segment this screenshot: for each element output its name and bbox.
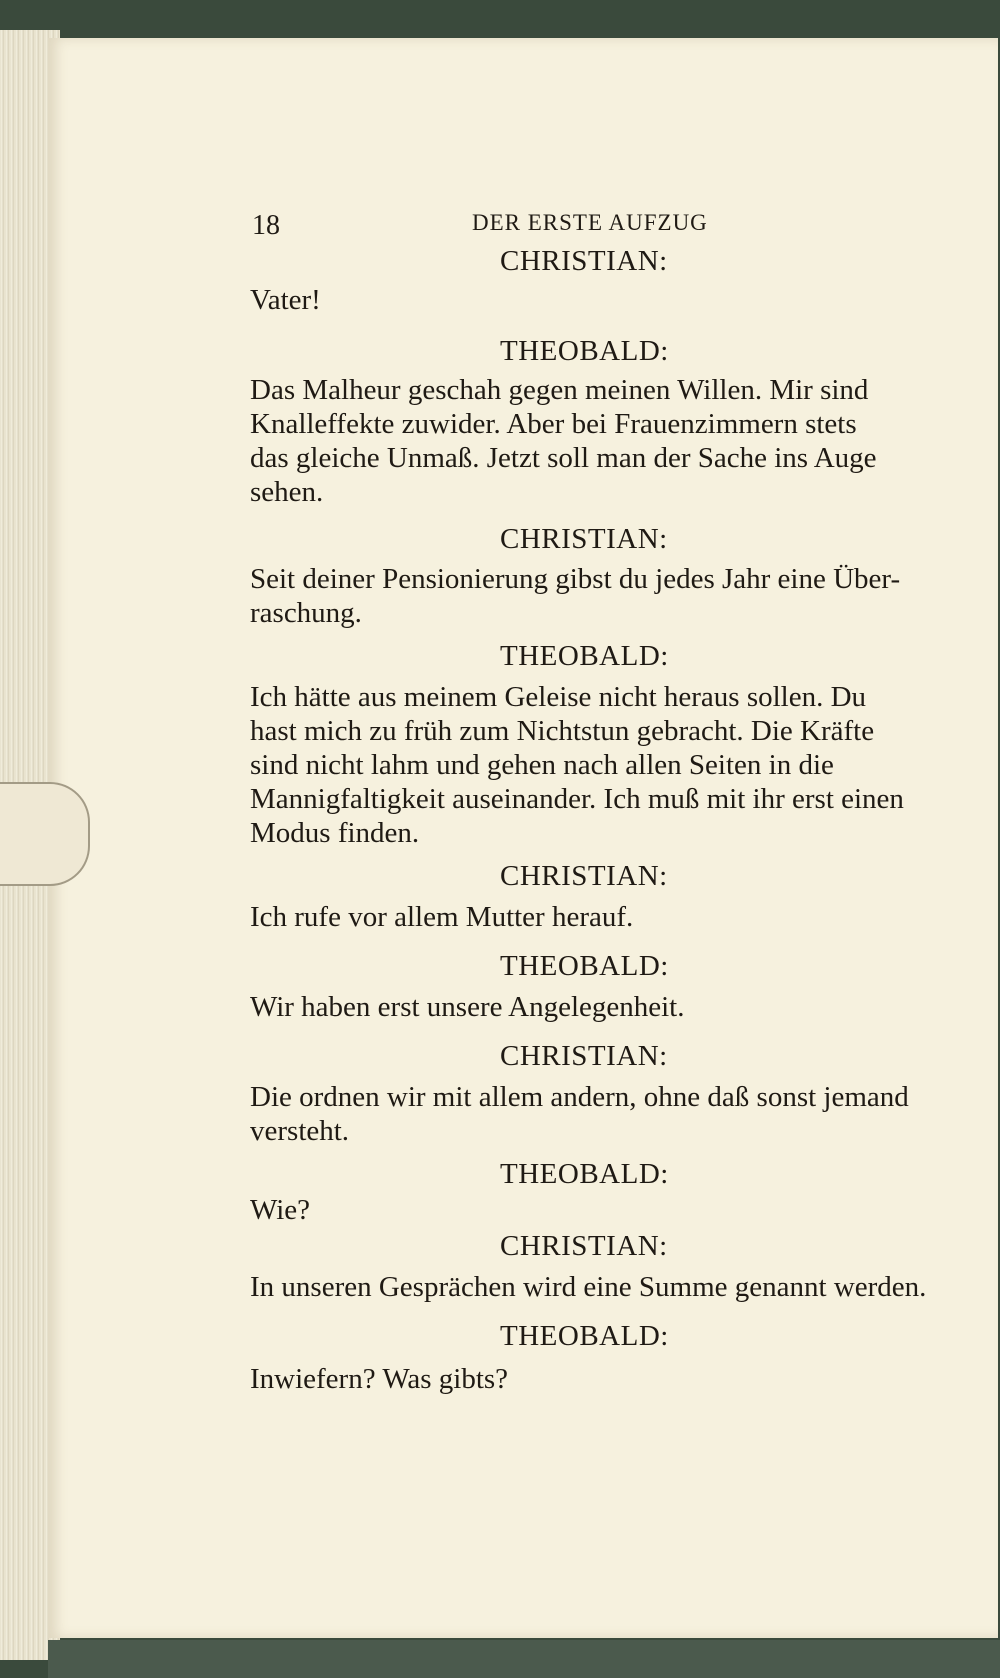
speech-line: Seit deiner Pensionierung gibst du jedes Jahr eine Über-: [250, 563, 901, 595]
speaker-label: THEOBALD:: [500, 335, 669, 367]
speech-line: sind nicht lahm und gehen nach allen Seiten in die: [250, 749, 834, 781]
speech: [250, 990, 935, 1024]
speech: [250, 1270, 935, 1304]
speech: [250, 1362, 935, 1396]
page-number: 18: [252, 210, 280, 241]
speech: [250, 562, 935, 630]
speech-line: Die ordnen wir mit allem andern, ohne daß sonst jemand: [250, 1081, 909, 1113]
speech: [250, 1193, 935, 1227]
speech-line: Vater!: [250, 284, 321, 316]
speech-line: Mannigfaltigkeit auseinander. Ich muß mit ihr erst einen: [250, 783, 904, 815]
speech-line: Ich hätte aus meinem Geleise nicht heraus sollen. Du: [250, 681, 867, 713]
speech-line: Ich rufe vor allem Mutter herauf.: [250, 901, 634, 933]
speech-line: Knalleffekte zuwider. Aber bei Frauenzimmern stets: [250, 408, 857, 440]
speaker-label: CHRISTIAN:: [500, 1230, 668, 1262]
speech: [250, 900, 935, 934]
speaker-label: CHRISTIAN:: [500, 245, 668, 277]
speech-line: raschung.: [250, 597, 362, 629]
speaker-label: CHRISTIAN:: [500, 860, 668, 892]
speaker-label: THEOBALD:: [500, 950, 669, 982]
speech-line: Inwiefern? Was gibts?: [250, 1363, 509, 1395]
speaker-label: THEOBALD:: [500, 1320, 669, 1352]
speech-line: Modus finden.: [250, 817, 420, 849]
speech-line: hast mich zu früh zum Nichtstun gebracht. Die Kräfte: [250, 715, 875, 747]
bookmark-tab: [0, 782, 90, 886]
speech-line: sehen.: [250, 476, 324, 508]
speech-line: In unseren Gesprächen wird eine Summe genannt werden.: [250, 1271, 927, 1303]
speech: [250, 373, 935, 509]
speech: [250, 680, 935, 850]
speech-line: Wie?: [250, 1194, 311, 1226]
speech-line: Das Malheur geschah gegen meinen Willen. Mir sind: [250, 374, 869, 406]
speech: [250, 1080, 935, 1148]
book-cover-bottom: [48, 1640, 1000, 1678]
speech-line: versteht.: [250, 1115, 350, 1147]
speaker-label: CHRISTIAN:: [500, 1040, 668, 1072]
speaker-label: THEOBALD:: [500, 640, 669, 672]
speech-line: das gleiche Unmaß. Jetzt soll man der Sache ins Auge: [250, 442, 877, 474]
speaker-label: THEOBALD:: [500, 1158, 669, 1190]
speech-line: Wir haben erst unsere Angelegenheit.: [250, 991, 685, 1023]
running-title: DER ERSTE AUFZUG: [472, 210, 708, 235]
speaker-label: CHRISTIAN:: [500, 523, 668, 555]
speech: [250, 283, 935, 317]
